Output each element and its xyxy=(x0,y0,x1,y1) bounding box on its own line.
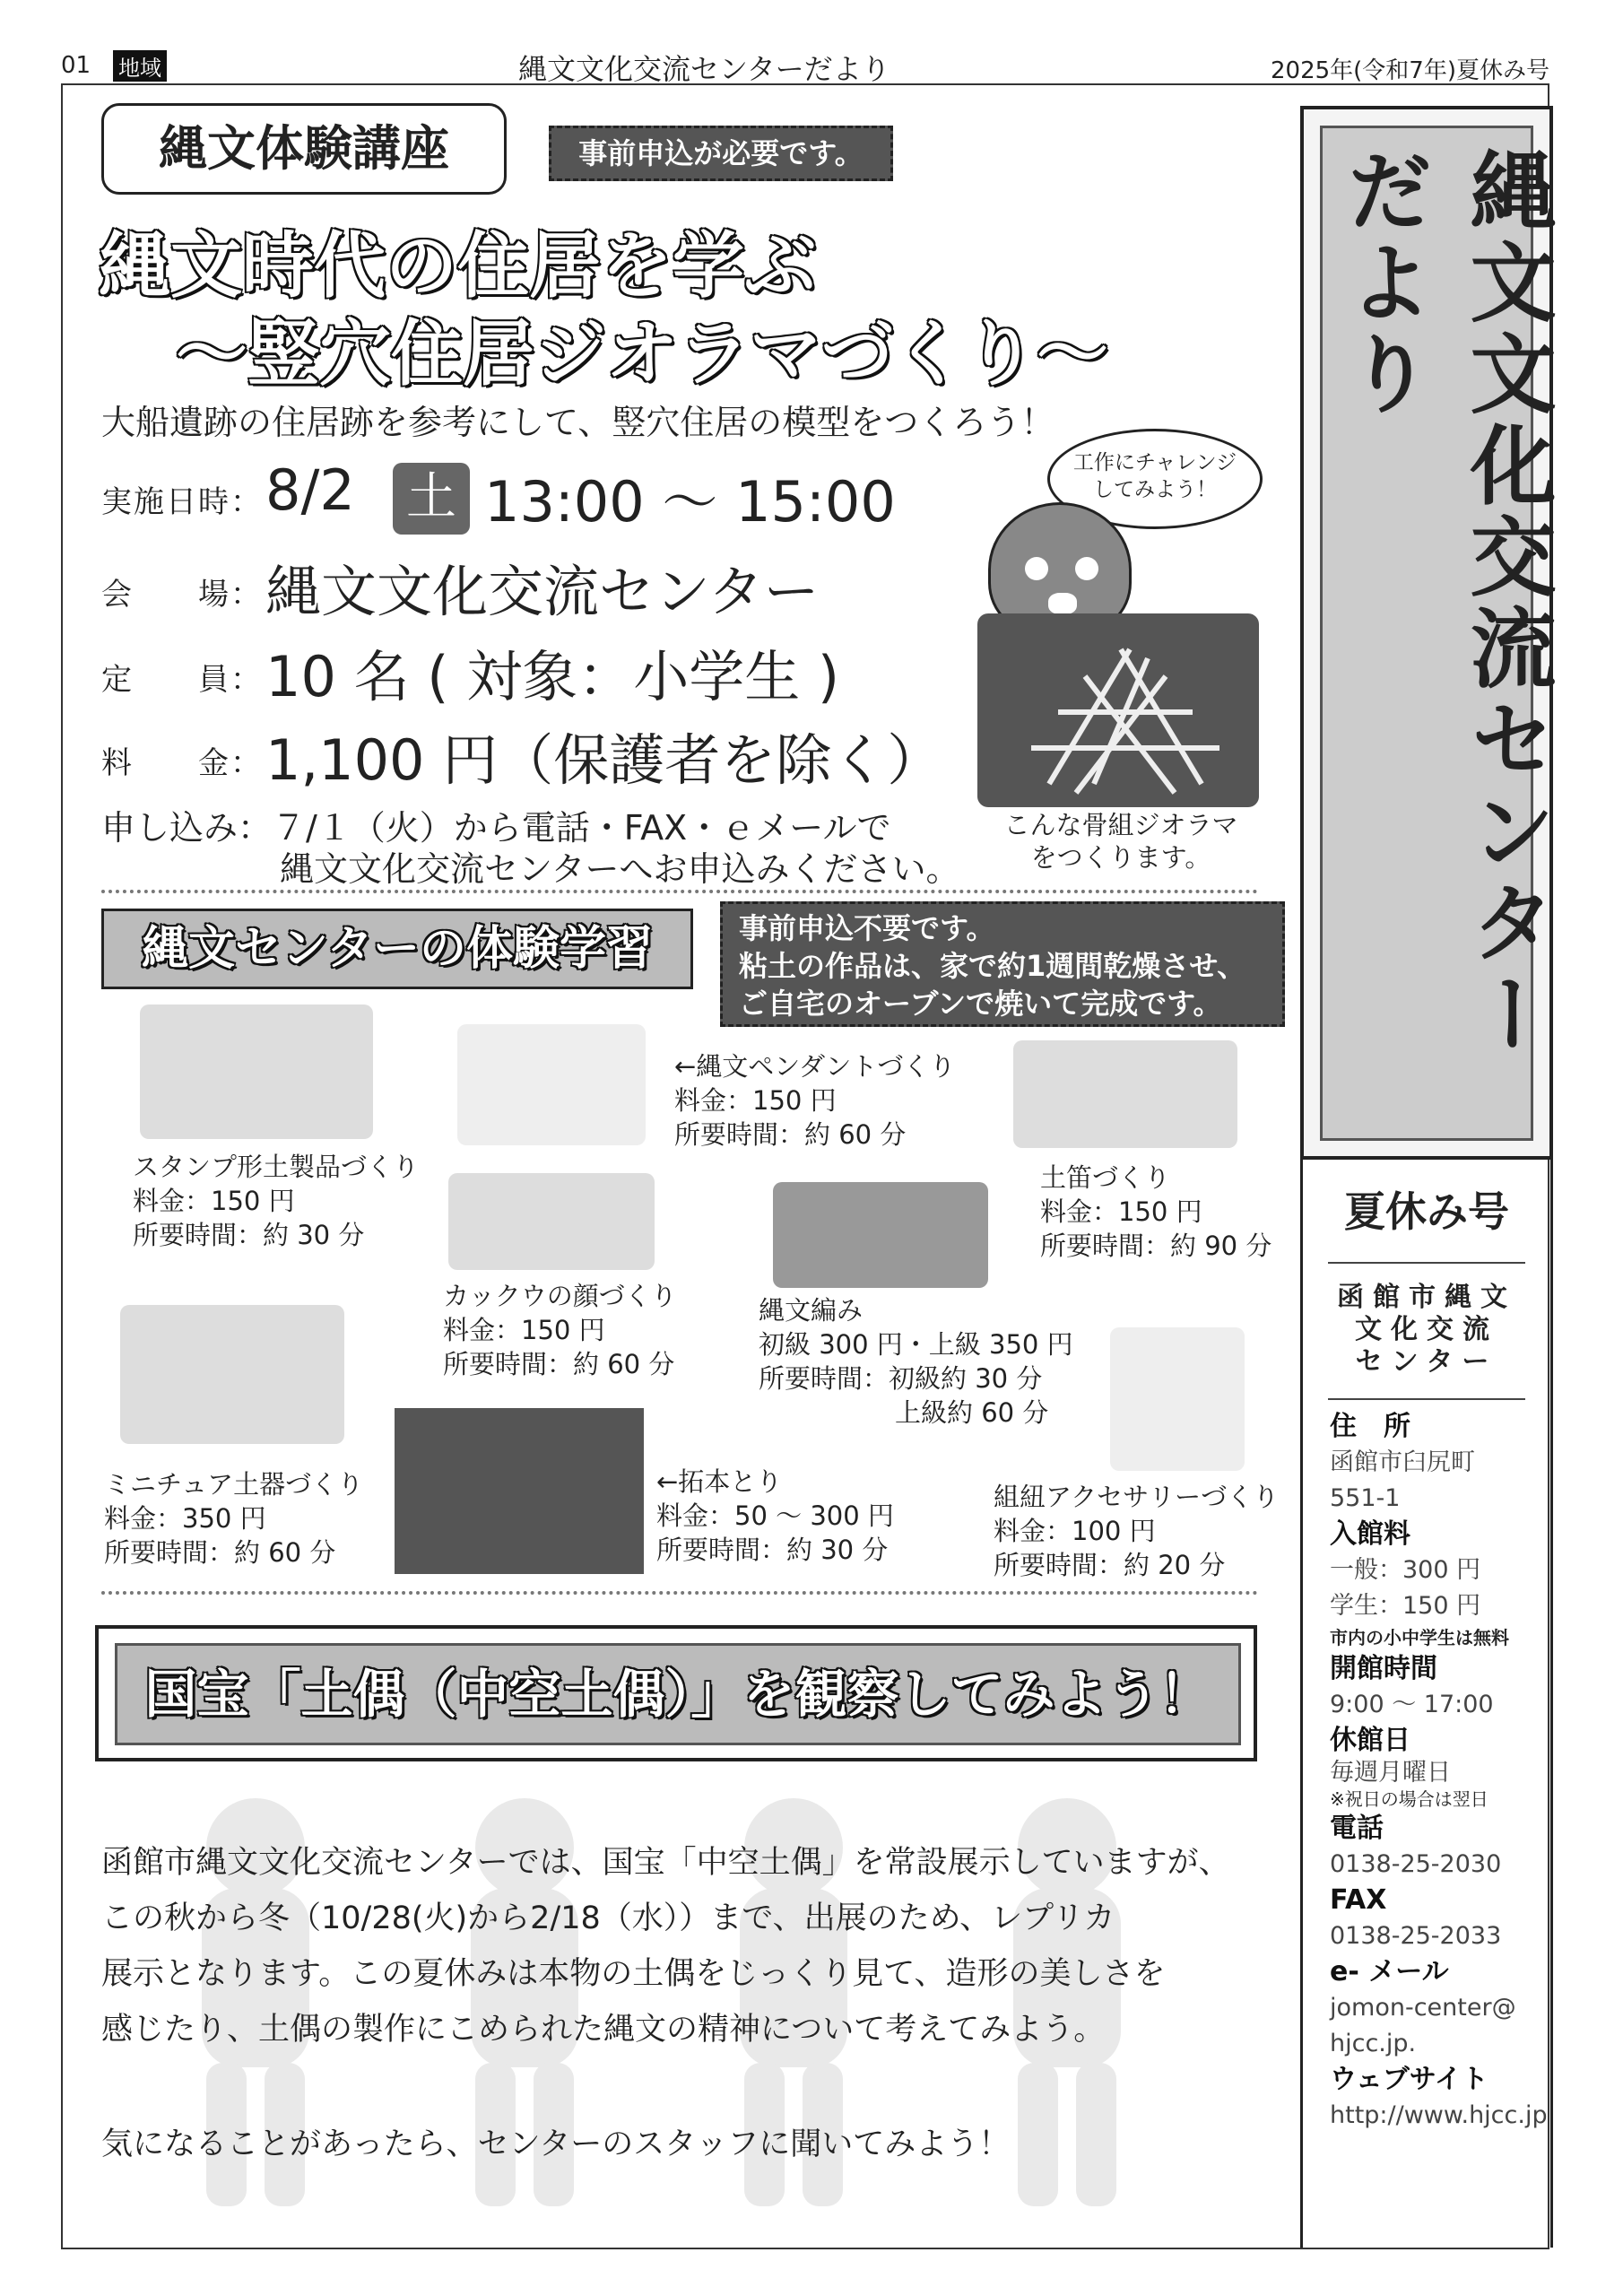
clay-whistle-photo xyxy=(1013,1040,1237,1148)
item-fee: 料金：150 円 xyxy=(133,1186,295,1216)
kokuho-paragraph xyxy=(101,1835,1230,2057)
stamp-clay-photo xyxy=(140,1004,373,1139)
kokuho-paragraph-line: 感じたり、土偶の製作にこめられた縄文の精神について考えてみよう。 xyxy=(101,2012,1106,2048)
kokuho-paragraph-line: この秋から冬（10/28(火)から2/18（水））まで、出展のため、レプリカ xyxy=(101,1900,1115,1936)
date-value: 8/2 xyxy=(265,457,355,523)
capacity-label: 定 員： xyxy=(101,662,263,698)
address-line2: 551-1 xyxy=(1330,1484,1401,1512)
sidebar-title-box xyxy=(1300,106,1557,1160)
mascot-eye-icon xyxy=(1025,557,1048,580)
admission-general: 一般：300 円 xyxy=(1330,1556,1481,1584)
item-name: 土笛づくり xyxy=(1040,1162,1171,1193)
item-stamp xyxy=(133,1150,419,1252)
issue-label: 2025年(令和7年)夏休み号 xyxy=(1271,57,1549,84)
capacity-value: 10 名 ( 対象：小学生 ) xyxy=(265,644,840,709)
kokuho-closing: 気になることがあったら、センターのスタッフに聞いてみよう！ xyxy=(101,2126,1011,2162)
tel-heading: 電話 xyxy=(1330,1813,1384,1844)
apply-line1: 申し込み：７/１（火）から電話・FAX・ｅメールで xyxy=(101,808,891,848)
diorama-photo xyxy=(977,613,1259,807)
tel-value: 0138-25-2030 xyxy=(1330,1850,1502,1878)
section-divider xyxy=(101,890,1258,893)
experience-title-box xyxy=(101,909,693,989)
mascot-mouth-icon xyxy=(1048,593,1077,614)
sidebar-org-line1: 函館市縄文 xyxy=(1337,1282,1516,1313)
item-fee: 初級 300 円・上級 350 円 xyxy=(759,1329,1073,1360)
item-time: 所要時間：約 30 分 xyxy=(133,1220,365,1250)
item-fee: 料金：150 円 xyxy=(443,1315,605,1345)
diorama-frame-icon xyxy=(977,613,1259,807)
lecture-tag: 縄文体験講座 xyxy=(159,120,449,177)
mascot-eye-icon xyxy=(1075,557,1098,580)
item-fee: 料金：50 ～ 300 円 xyxy=(656,1500,894,1531)
photo-caption-line2: をつくります。 xyxy=(1030,842,1211,873)
time-value: 13:00 ～ 15:00 xyxy=(484,469,896,535)
item-time: 所要時間：約 20 分 xyxy=(994,1550,1226,1580)
kokuho-title: 国宝「土偶（中空土偶）」を観察してみよう！ xyxy=(144,1664,1211,1725)
item-knit xyxy=(759,1293,1073,1430)
fax-heading: FAX xyxy=(1330,1884,1387,1916)
pendant-photo xyxy=(457,1024,646,1145)
date-label: 実施日時： xyxy=(101,484,263,520)
admission-heading: 入館料 xyxy=(1330,1518,1410,1550)
item-pendant xyxy=(674,1049,955,1152)
kokuho-paragraph-line: 函館市縄文文化交流センターでは、国宝「中空土偶」を常設展示していますが、 xyxy=(101,1845,1230,1881)
experience-title: 縄文センターの体験学習 xyxy=(142,922,653,976)
kokuho-paragraph-line: 展示となります。この夏休みは本物の土偶をじっくり見て、造形の美しさを xyxy=(101,1956,1166,1992)
sidebar-issue: 夏休み号 xyxy=(1344,1187,1509,1236)
jomon-knit-photo xyxy=(773,1182,988,1288)
vertical-title: 縄文文化交流センターだより xyxy=(1333,146,1557,1061)
item-time-advanced: 上級約 60 分 xyxy=(895,1397,1049,1428)
section-divider xyxy=(101,1591,1258,1595)
miniature-pottery-photo xyxy=(120,1305,344,1444)
item-fee: 料金：350 円 xyxy=(104,1503,266,1534)
address-heading: 住 所 xyxy=(1330,1411,1410,1442)
speech-bubble-text: 工作にチャレンジしてみよう！ xyxy=(1072,451,1237,501)
lecture-title-line2: ～竪穴住居ジオラマづくり～ xyxy=(176,312,1108,396)
lecture-tag-box xyxy=(101,103,507,195)
admission-student: 学生：150 円 xyxy=(1330,1592,1481,1620)
experience-notice-line1: 事前申込不要です。 xyxy=(739,911,995,945)
experience-notice xyxy=(720,901,1285,1027)
sidebar-info xyxy=(1300,1160,1553,2248)
item-name: カックウの顔づくり xyxy=(443,1281,677,1311)
item-name: スタンプ形土製品づくり xyxy=(133,1152,420,1182)
experience-notice-line3: ご自宅のオーブンで焼いて完成です。 xyxy=(739,987,1222,1021)
item-name: 組紐アクセサリーづくり xyxy=(994,1482,1280,1512)
item-rubbing xyxy=(656,1465,894,1567)
section-tag: 地域 xyxy=(113,50,167,82)
venue-value: 縄文文化交流センター xyxy=(265,559,820,624)
email-heading: e- メール xyxy=(1330,1956,1449,1987)
kokuho-title-inner xyxy=(115,1643,1241,1745)
venue-label: 会 場： xyxy=(101,577,263,613)
closed-value: 毎週月曜日 xyxy=(1330,1759,1451,1787)
photo-caption-line1: こんな骨組ジオラマ xyxy=(1003,810,1238,840)
rubbing-photo xyxy=(395,1408,644,1574)
admission-note: 市内の小中学生は無料 xyxy=(1330,1627,1509,1648)
item-miniature xyxy=(104,1467,363,1570)
item-braid xyxy=(994,1480,1279,1582)
closed-heading: 休館日 xyxy=(1330,1725,1410,1756)
page-header xyxy=(61,47,1549,86)
item-time: 所要時間：初級約 30 分 xyxy=(759,1363,1043,1394)
weekday-badge: 土 xyxy=(393,463,470,535)
experience-notice-line2: 粘土の作品は、家で約1週間乾燥させ、 xyxy=(739,949,1246,983)
hours-value: 9:00 ～ 17:00 xyxy=(1330,1691,1494,1718)
fax-value: 0138-25-2033 xyxy=(1330,1922,1502,1950)
fee-value: 1,100 円（保護者を除く） xyxy=(265,727,943,793)
fee-label: 料 金： xyxy=(101,745,263,781)
sidebar-org-line2: 文化交流 xyxy=(1355,1314,1498,1345)
item-time: 所要時間：約 30 分 xyxy=(656,1535,889,1565)
prereg-notice: 事前申込が必要です。 xyxy=(549,126,893,181)
item-time: 所要時間：約 60 分 xyxy=(104,1537,336,1568)
item-fee: 料金：150 円 xyxy=(1040,1196,1202,1227)
item-time: 所要時間：約 60 分 xyxy=(443,1349,675,1379)
closed-note: ※祝日の場合は翌日 xyxy=(1330,1788,1488,1810)
photo-caption xyxy=(997,809,1245,874)
lecture-title-line1: 縄文時代の住居を学ぶ xyxy=(99,224,816,308)
item-time: 所要時間：約 90 分 xyxy=(1040,1231,1272,1261)
item-name: ←縄文ペンダントづくり xyxy=(674,1051,956,1082)
item-name: ←拓本とり xyxy=(656,1466,783,1497)
sidebar-org-line3: センター xyxy=(1355,1346,1498,1378)
publication-title: 縄文文化交流センターだより xyxy=(518,52,890,86)
page-number: 01 xyxy=(61,52,91,79)
item-whistle xyxy=(1040,1161,1271,1263)
sidebar-title-inner xyxy=(1320,126,1557,1141)
kakkuu-face-photo xyxy=(448,1173,655,1270)
item-name: 縄文編み xyxy=(759,1295,864,1326)
apply-line2: 縄文文化交流センターへお申込みください。 xyxy=(280,849,960,889)
hours-heading: 開館時間 xyxy=(1330,1653,1437,1684)
sidebar-org xyxy=(1303,1282,1550,1378)
item-time: 所要時間：約 60 分 xyxy=(674,1119,907,1150)
email-line2[interactable]: hjcc.jp. xyxy=(1330,2030,1417,2057)
website-link[interactable]: http://www.hjcc.jp xyxy=(1330,2101,1548,2129)
item-name: ミニチュア土器づくり xyxy=(104,1469,364,1500)
item-fee: 料金：100 円 xyxy=(994,1516,1156,1546)
lecture-intro: 大船遺跡の住居跡を参考にして、竪穴住居の模型をつくろう！ xyxy=(101,403,1055,442)
email-line1[interactable]: jomon-center@ xyxy=(1330,1994,1516,2022)
item-kakkuu xyxy=(443,1279,677,1381)
braid-accessory-photo xyxy=(1110,1327,1245,1471)
website-heading: ウェブサイト xyxy=(1330,2064,1488,2095)
address-line1: 函館市臼尻町 xyxy=(1330,1448,1475,1476)
item-fee: 料金：150 円 xyxy=(674,1085,837,1116)
kokuho-title-box xyxy=(95,1625,1257,1761)
